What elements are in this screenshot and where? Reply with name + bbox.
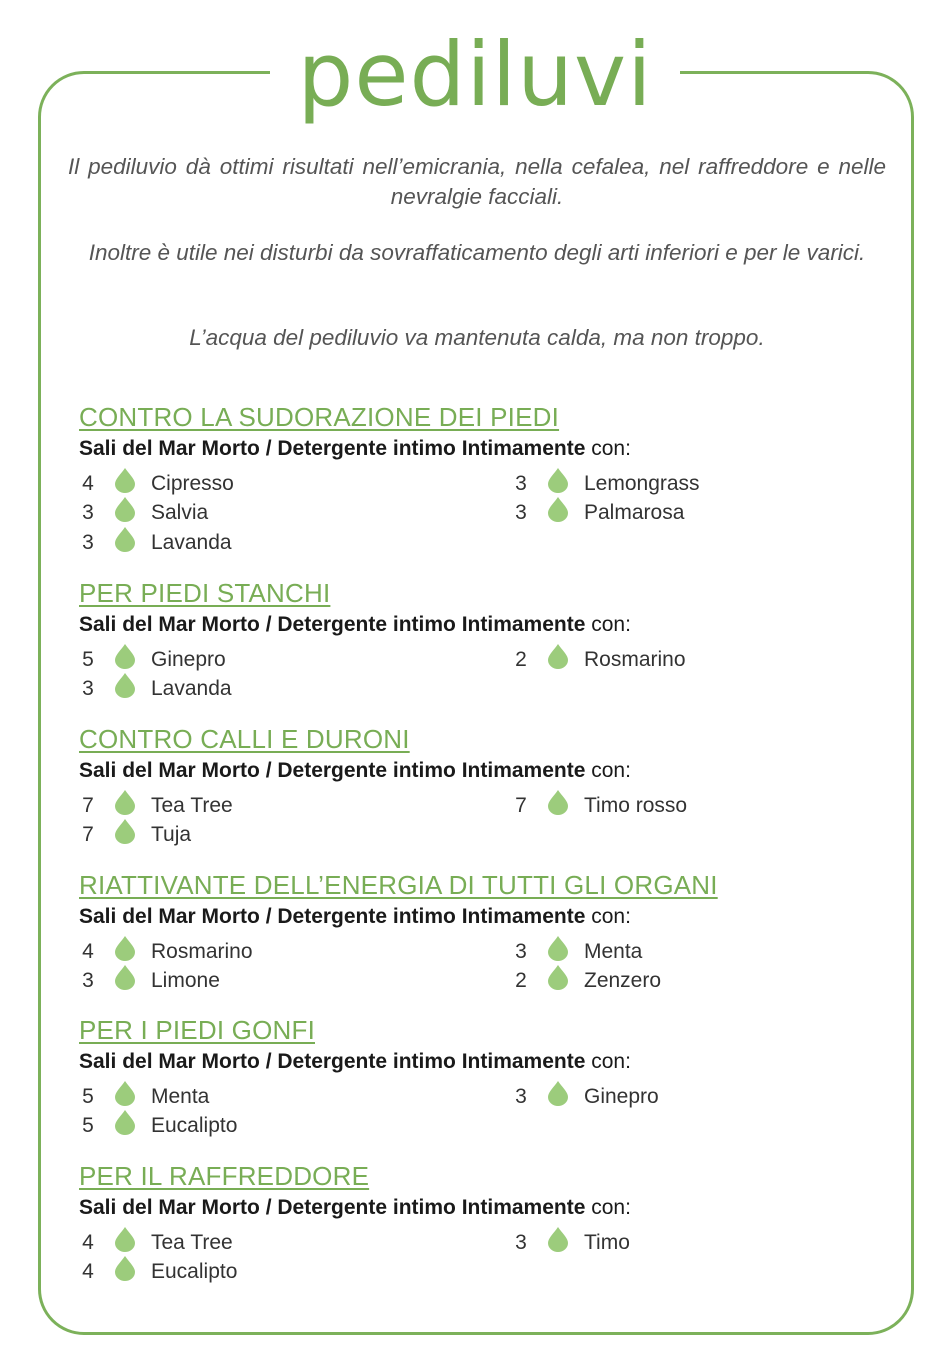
oil-column-left [79,645,232,704]
oil-column-left [79,1082,237,1141]
drop-count: 5 [82,1084,94,1108]
drop-icon [114,1109,136,1135]
oil-name: Rosmarino [584,647,686,671]
oil-name: Tuja [151,823,192,847]
oil-item [512,469,700,499]
oil-item [79,1228,237,1258]
drop-icon [114,789,136,815]
oil-list [79,1228,879,1287]
base-ingredient-line [79,611,879,639]
drop-icon [114,1080,136,1106]
oil-name: Ginepro [584,1084,659,1108]
base-ingredient-name: Sali del Mar Morto / Detergente intimo Intimamente [79,1196,586,1219]
oil-list [79,1082,879,1141]
base-ingredient-tail: con: [585,905,631,928]
drop-icon [547,467,569,493]
drop-icon [114,818,136,844]
base-ingredient-tail: con: [585,1050,631,1073]
oil-name: Tea Tree [151,1230,233,1254]
drop-icon [547,789,569,815]
recipe-section [79,401,879,558]
drop-count: 4 [82,1230,94,1254]
oil-column-right [512,937,661,996]
oil-item [512,937,661,967]
drop-icon [114,1255,136,1281]
oil-item [79,528,234,558]
recipe-section [79,577,879,704]
base-ingredient-name: Sali del Mar Morto / Detergente intimo Intimamente [79,613,586,636]
base-ingredient-name: Sali del Mar Morto / Detergente intimo Intimamente [79,437,586,460]
section-title: RIATTIVANTE DELL’ENERGIA DI TUTTI GLI ORGANI [79,870,718,900]
oil-list [79,937,879,996]
oil-item [79,967,253,997]
oil-column-right [512,645,686,675]
base-ingredient-tail: con: [585,437,631,460]
oil-name: Eucalipto [151,1260,238,1284]
drop-count: 3 [82,530,94,554]
drop-count: 3 [515,501,527,525]
oil-item [79,645,232,675]
oil-item [79,821,233,851]
oil-name: Salvia [151,501,209,525]
drop-count: 3 [82,677,94,701]
base-ingredient-name: Sali del Mar Morto / Detergente intimo Intimamente [79,759,586,782]
oil-list [79,469,879,558]
oil-name: Lavanda [151,530,232,554]
oil-item [79,499,234,529]
base-ingredient-name: Sali del Mar Morto / Detergente intimo Intimamente [79,1050,586,1073]
drop-icon [114,1226,136,1252]
drop-count: 5 [82,1114,94,1138]
drop-count: 2 [515,647,527,671]
oil-column-left [79,937,253,996]
oil-column-left [79,791,233,850]
oil-name: Palmarosa [584,501,685,525]
oil-item [512,791,687,821]
base-ingredient-line [79,1194,879,1222]
section-title: CONTRO LA SUDORAZIONE DEI PIEDI [79,402,560,432]
oil-item [79,469,234,499]
oil-column-right [512,1228,630,1258]
oil-list [79,791,879,850]
oil-column-left [79,1228,237,1287]
section-title: PER PIEDI STANCHI [79,578,331,608]
drop-count: 3 [515,1230,527,1254]
oil-item [79,791,233,821]
oil-name: Timo [584,1230,630,1254]
oil-name: Cipresso [151,471,234,495]
drop-icon [547,1226,569,1252]
drop-icon [547,964,569,990]
drop-icon [547,496,569,522]
drop-icon [114,964,136,990]
oil-name: Limone [151,969,220,993]
drop-icon [547,643,569,669]
oil-item [79,1112,237,1142]
oil-name: Tea Tree [151,793,233,817]
drop-count: 3 [515,471,527,495]
oil-column-right [512,791,687,821]
recipe-section [79,1160,879,1287]
oil-name: Zenzero [584,969,662,993]
drop-count: 3 [515,1084,527,1108]
drop-count: 7 [515,793,527,817]
page-title: pediluvi [297,23,653,126]
drop-icon [114,496,136,522]
oil-item [79,937,253,967]
drop-count: 4 [82,1260,94,1284]
base-ingredient-line [79,903,879,931]
drop-count: 3 [515,939,527,963]
section-title: CONTRO CALLI E DURONI [79,724,410,754]
oil-name: Timo rosso [584,793,688,817]
oil-name: Menta [151,1084,210,1108]
recipe-section [79,723,879,850]
intro-paragraph-2: Inoltre è utile nei disturbi da sovraffaticamento degli arti inferiori e per le varici. [88,240,866,265]
drop-count: 2 [515,969,527,993]
oil-item [79,1082,237,1112]
oil-item [512,967,661,997]
oil-column-left [79,469,234,558]
oil-column-right [512,469,700,528]
base-ingredient-tail: con: [585,759,631,782]
oil-item [79,675,232,705]
oil-name: Eucalipto [151,1114,238,1138]
oil-item [79,1258,237,1288]
oil-name: Rosmarino [151,939,253,963]
oil-name: Ginepro [151,647,226,671]
oil-name: Menta [584,939,643,963]
base-ingredient-line [79,435,879,463]
base-ingredient-name: Sali del Mar Morto / Detergente intimo Intimamente [79,905,586,928]
base-ingredient-line [79,757,879,785]
oil-list [79,645,879,704]
base-ingredient-line [79,1048,879,1076]
drop-count: 3 [82,969,94,993]
oil-item [512,1228,630,1258]
oil-item [512,499,700,529]
drop-count: 7 [82,823,94,847]
oil-item [512,1082,659,1112]
drop-count: 4 [82,471,94,495]
section-title: PER IL RAFFREDDORE [79,1161,370,1191]
section-title: PER I PIEDI GONFI [79,1015,315,1045]
drop-icon [547,1080,569,1106]
oil-name: Lavanda [151,677,232,701]
drop-count: 7 [82,793,94,817]
drop-count: 3 [82,501,94,525]
base-ingredient-tail: con: [585,1196,631,1219]
recipe-section [79,1014,879,1141]
base-ingredient-tail: con: [585,613,631,636]
oil-item [512,645,686,675]
intro-paragraph-3: L’acqua del pediluvio va mantenuta calda, ma non troppo. [189,325,765,350]
drop-icon [114,935,136,961]
drop-count: 4 [82,939,94,963]
drop-icon [114,672,136,698]
drop-icon [114,526,136,552]
oil-name: Lemongrass [584,471,700,495]
drop-icon [547,935,569,961]
oil-column-right [512,1082,659,1112]
drop-icon [114,643,136,669]
drop-icon [114,467,136,493]
drop-count: 5 [82,647,94,671]
intro-paragraph-1: Il pediluvio dà ottimi risultati nell’emicrania, nella cefalea, nel raffreddore e nelle nevralgie facciali. [68,154,886,209]
recipe-section [79,869,879,996]
